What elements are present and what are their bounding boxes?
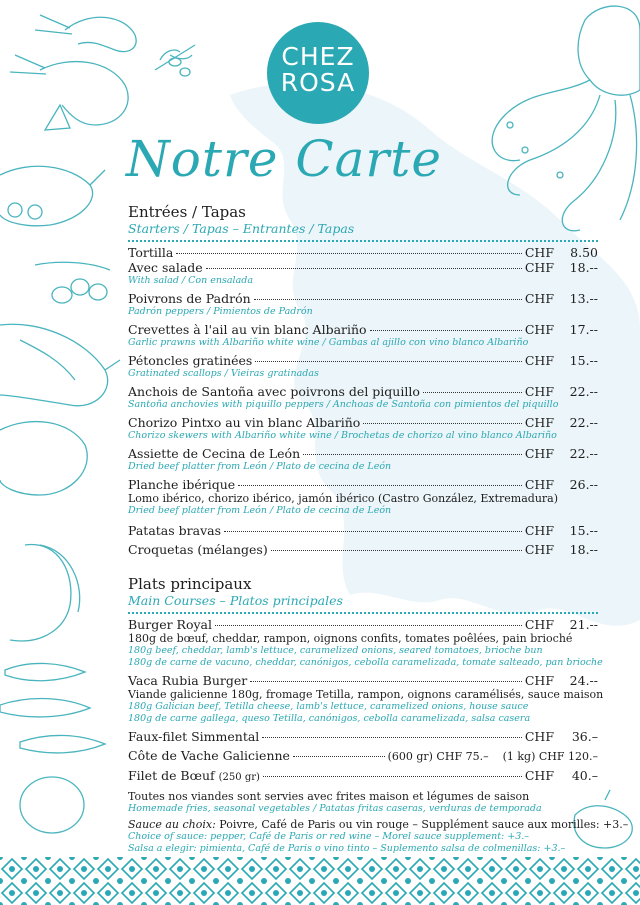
item-weight: (250 gr) — [218, 772, 260, 783]
sides-note — [128, 790, 598, 815]
leader-dots — [250, 681, 522, 682]
sauce-translation-es: Salsa a elegir: pimienta, Café de Paris o vino tinto – Suplemento salsa de colmenillas: +3.– — [128, 843, 566, 854]
item-translation: Chorizo skewers with Albariño white wine / Brochetas de chorizo al vino blanco Albariño — [128, 430, 557, 441]
item-currency: CHF — [524, 446, 554, 461]
item-translation-en: 180g Galician beef, Tetilla cheese, lamb's lettuce, caramelized onions, house sauce — [128, 701, 529, 712]
bell-pepper-sketch — [0, 422, 87, 495]
item-translation: Dried beef platter from León / Plato de cecina de León — [128, 505, 392, 516]
logo-line-1: CHEZ — [281, 42, 355, 71]
menu-item-croquetas — [128, 542, 598, 557]
sides-note-translation: Homemade fries, seasonal vegetables / Patatas fritas caseras, verduras de temporada — [128, 803, 542, 814]
menu-item-crevettes — [128, 322, 598, 349]
item-price: 40.– — [571, 768, 598, 783]
olives-sketch — [35, 262, 110, 303]
item-price: 13.-- — [569, 291, 598, 306]
item-currency: CHF — [524, 542, 554, 557]
item-price: 22.-- — [569, 384, 598, 399]
item-name: Crevettes à l'ail au vin blanc Albariño — [128, 322, 367, 337]
sardines-sketch — [0, 663, 105, 753]
item-name-text: Filet de Bœuf — [128, 768, 215, 783]
item-translation: Garlic prawns with Albariño white wine / Gambas al ajillo con vino blanco Albariño — [128, 337, 529, 348]
tile-pattern-border — [0, 857, 640, 905]
menu-item-anchois — [128, 384, 598, 411]
item-currency: CHF — [524, 322, 554, 337]
leader-dots — [206, 268, 522, 269]
item-currency: CHF — [524, 477, 554, 492]
item-currency: CHF — [524, 291, 554, 306]
item-name: Assiette de Cecina de León — [128, 446, 301, 461]
item-description: Viande galicienne 180g, fromage Tetilla, rampon, oignons caramélisés, sauce maison — [128, 688, 604, 701]
leader-dots — [255, 361, 522, 362]
item-price: 18.-- — [569, 260, 598, 275]
item-price: 24.-- — [569, 673, 598, 688]
item-name: Chorizo Pintxo au vin blanc Albariño — [128, 415, 361, 430]
menu-item-cote-de-vache — [128, 748, 598, 764]
leader-dots — [238, 485, 522, 486]
sides-note-text: Toutes nos viandes sont servies avec frites maison et légumes de saison — [128, 790, 530, 803]
leader-dots — [262, 737, 522, 738]
item-translation-en: 180g beef, cheddar, lamb's lettuce, caramelized onions, seared tomatoes, brioche bun — [128, 645, 543, 656]
leader-dots — [370, 330, 522, 331]
menu-item-filet-de-boeuf — [128, 768, 598, 785]
sauce-translation-en: Choice of sauce: pepper, Café de Paris or red wine – Morel sauce supplement: +3.– — [128, 831, 530, 842]
item-translation: With salad / Con ensalada — [128, 275, 254, 286]
item-currency: CHF — [524, 523, 554, 538]
item-currency: CHF — [524, 768, 554, 783]
item-price: 8.50 — [570, 245, 598, 260]
section-subheading: Main Courses – Platos principales — [128, 593, 343, 608]
section-divider — [128, 240, 598, 242]
mains-section — [128, 575, 629, 855]
leader-dots — [293, 756, 385, 757]
item-translation-es: 180g de carne de vacuno, cheddar, canónigos, cebolla caramelizada, tomate salteado, pan brioche — [128, 657, 603, 668]
item-name: Burger Royal — [128, 617, 213, 632]
item-translation: Gratinated scallops / Vieiras gratinadas — [128, 368, 319, 379]
page-title: Notre Carte — [126, 130, 442, 188]
item-description: Lomo ibérico, chorizo ibérico, jamón ibérico (Castro González, Extremadura) — [128, 492, 559, 505]
item-currency: CHF — [524, 415, 554, 430]
menu-item-faux-filet — [128, 729, 598, 744]
leader-dots — [271, 550, 522, 551]
item-name: Faux-filet Simmental — [128, 729, 260, 744]
item-name: Planche ibérique — [128, 477, 236, 492]
item-currency: CHF — [524, 384, 554, 399]
item-currency: CHF — [524, 260, 554, 275]
item-name: Poivrons de Padrón — [128, 291, 251, 306]
leader-dots — [423, 392, 522, 393]
menu-item-patatas — [128, 523, 598, 538]
leader-dots — [363, 423, 522, 424]
item-translation: Padrón peppers / Pimientos de Padrón — [128, 306, 313, 317]
ham-sketch — [0, 324, 120, 406]
sauce-text: Poivre, Café de Paris ou vin rouge – Supplément sauce aux morilles: +3.– — [219, 818, 629, 831]
item-weight-price: (600 gr) CHF 75.– — [387, 750, 489, 763]
sauce-note — [128, 818, 629, 855]
item-name: Tortilla — [128, 245, 174, 260]
menu-item-padron — [128, 291, 598, 318]
item-currency: CHF — [524, 353, 554, 368]
menu-item-petoncles — [128, 353, 598, 380]
sauce-label: Sauce au choix: — [128, 818, 216, 831]
starters-section — [128, 203, 598, 557]
menu-item-avec-salade — [128, 260, 598, 287]
item-translation-es: 180g de carne gallega, queso Tetilla, canónigos, cebolla caramelizada, salsa casera — [128, 713, 531, 724]
section-subheading: Starters / Tapas – Entrantes / Tapas — [128, 221, 355, 236]
olive-branch-sketch — [155, 45, 195, 76]
item-price: 15.-- — [569, 353, 598, 368]
lemon-sketch — [20, 777, 84, 833]
item-price: 17.-- — [569, 322, 598, 337]
item-price: 22.-- — [569, 446, 598, 461]
item-name: Avec salade — [128, 260, 203, 275]
sausage-sketch — [10, 545, 80, 641]
item-price: 21.-- — [569, 617, 598, 632]
item-price: 15.-- — [569, 523, 598, 538]
item-currency: CHF — [524, 729, 554, 744]
leader-dots — [263, 776, 522, 777]
item-name: Croquetas (mélanges) — [128, 542, 268, 557]
menu-item-vaca-rubia — [128, 673, 604, 725]
leader-dots — [215, 625, 522, 626]
menu-item-chorizo — [128, 415, 598, 442]
item-currency: CHF — [524, 673, 554, 688]
menu-item-cecina — [128, 446, 598, 473]
section-divider — [128, 612, 598, 614]
item-price: 36.– — [571, 729, 598, 744]
item-price: 18.-- — [569, 542, 598, 557]
menu-item-planche — [128, 477, 598, 517]
leader-dots — [224, 531, 522, 532]
section-heading: Plats principaux — [128, 575, 252, 593]
item-name: Patatas bravas — [128, 523, 221, 538]
item-weight-price-large: (1 kg) CHF 120.– — [502, 750, 598, 763]
leader-dots — [176, 253, 522, 254]
menu-item-burger-royal — [128, 617, 603, 669]
leader-dots — [303, 454, 522, 455]
item-description: 180g de bœuf, cheddar, rampon, oignons confits, tomates poêlées, pain brioché — [128, 632, 573, 645]
logo-badge — [267, 22, 369, 124]
item-name: Anchois de Santoña avec poivrons del piquillo — [128, 384, 420, 399]
item-name: Vaca Rubia Burger — [128, 673, 248, 688]
logo-line-2: ROSA — [280, 68, 356, 97]
shrimp-sketch — [10, 15, 136, 130]
menu-item-tortilla — [128, 245, 598, 260]
item-name: Côte de Vache Galicienne — [128, 748, 290, 763]
item-name — [128, 768, 260, 785]
pepper-sketch — [0, 166, 105, 226]
item-price: 26.-- — [569, 477, 598, 492]
item-currency: CHF — [524, 245, 554, 260]
item-translation: Santoña anchovies with piquillo peppers / Anchoas de Santoña con pimientos del piquillo — [128, 399, 559, 410]
leader-dots — [254, 299, 522, 300]
item-translation: Dried beef platter from León / Plato de cecina de León — [128, 461, 392, 472]
section-heading: Entrées / Tapas — [128, 203, 246, 221]
item-name: Pétoncles gratinées — [128, 353, 253, 368]
item-price: 22.-- — [569, 415, 598, 430]
item-currency: CHF — [524, 617, 554, 632]
